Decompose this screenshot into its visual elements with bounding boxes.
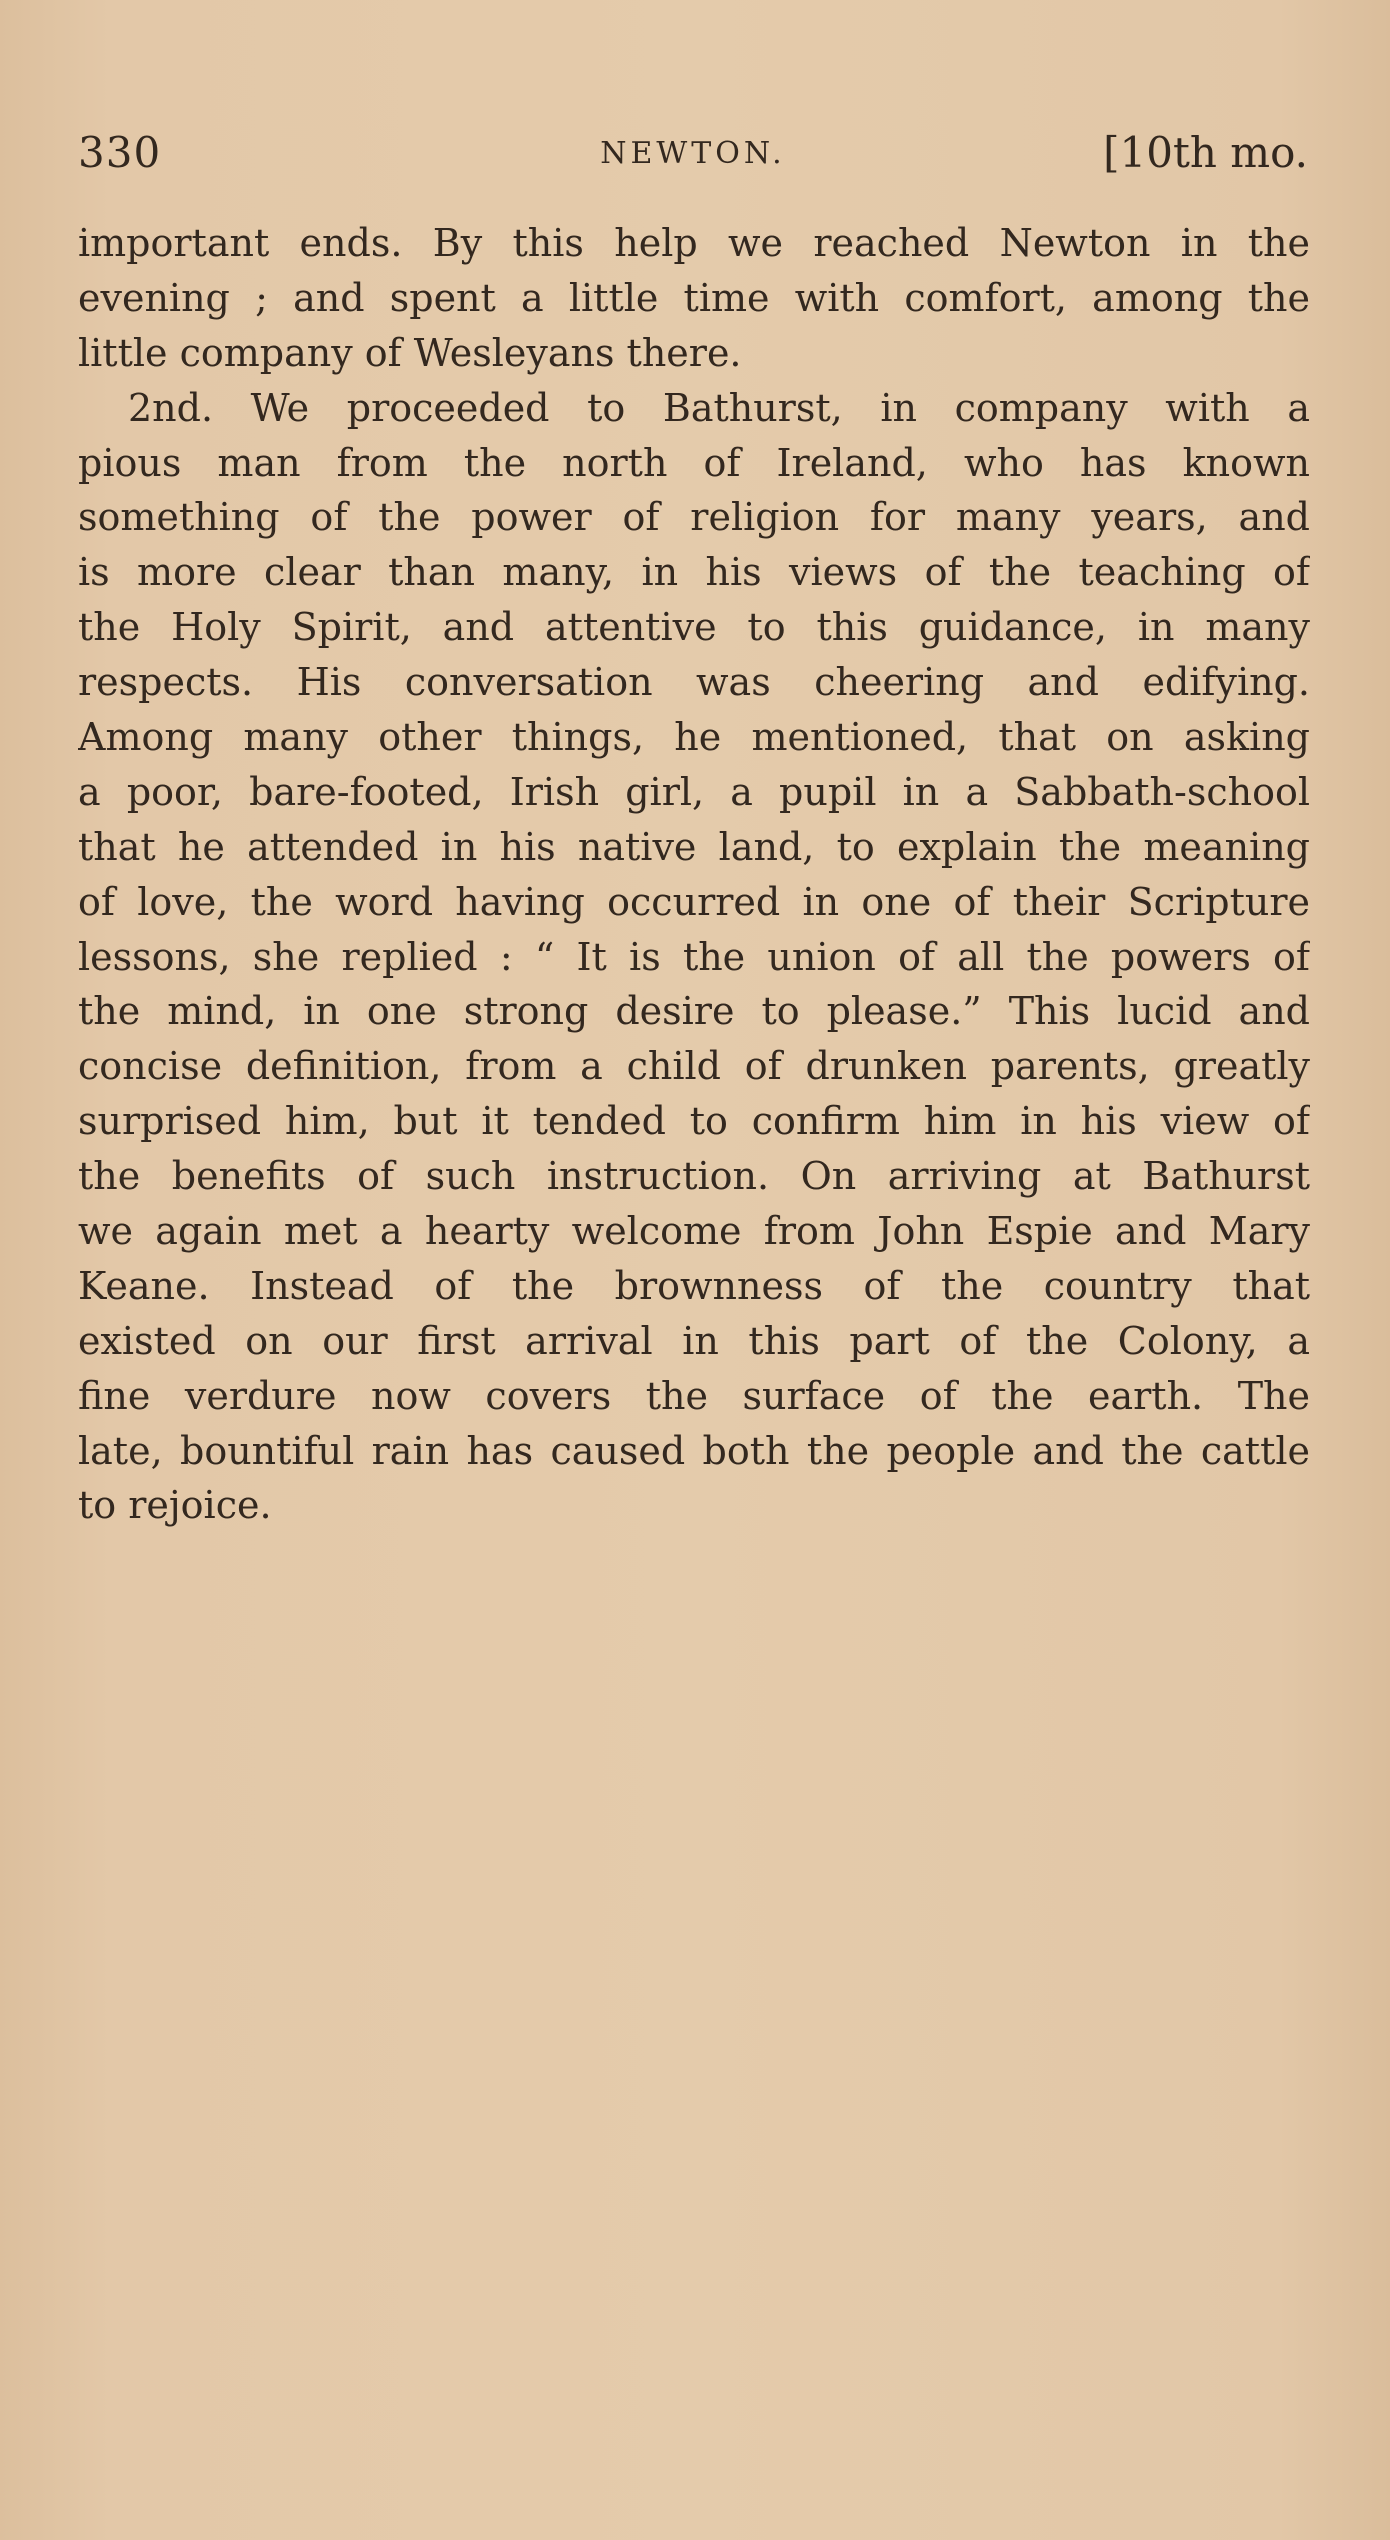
text-line: respects. His conversation was cheering and edifying. [78,660,1310,705]
text-line: to rejoice. [78,1483,272,1528]
text-line: fine verdure now covers the surface of the earth. The [78,1373,1310,1418]
page-number: 330 [78,128,162,177]
text-line: of love, the word having occurred in one of their Scripture [78,879,1310,924]
text-line: lessons, she replied : “ It is the union of all the powers of [78,934,1310,979]
text-line: is more clear than many, in his views of the teaching of [78,550,1310,595]
running-title: NEWTON. [600,136,786,171]
running-head [78,128,1308,188]
paragraph-start-line: 2nd. We proceeded to Bathurst, in company with a [128,385,1310,430]
text-line: evening ; and spent a little time with comfort, among the [78,275,1310,320]
text-line: we again met a hearty welcome from John Espie and Mary [78,1209,1310,1254]
text-line: pious man from the north of Ireland, who has known [78,440,1310,485]
text-line: Keane. Instead of the brownness of the country that [78,1263,1310,1308]
text-line: concise definition, from a child of drunken parents, greatly [78,1044,1310,1089]
text-line: existed on our first arrival in this part of the Colony, a [78,1318,1310,1363]
text-line: a poor, bare-footed, Irish girl, a pupil in a Sabbath-school [78,769,1310,814]
text-line: the benefits of such instruction. On arriving at Bathurst [78,1154,1310,1199]
text-line: something of the power of religion for many years, and [78,495,1310,540]
text-line: that he attended in his native land, to explain the meaning [78,824,1310,869]
body-text [78,216,1310,1533]
text-line: little company of Wesleyans there. [78,330,742,375]
text-line: the mind, in one strong desire to please.” This lucid and [78,989,1310,1034]
text-line: the Holy Spirit, and attentive to this guidance, in many [78,605,1310,650]
text-line: Among many other things, he mentioned, that on asking [78,715,1310,760]
text-line: surprised him, but it tended to confirm him in his view of [78,1099,1310,1144]
running-date: [10th mo. [1103,128,1308,177]
text-line: late, bountiful rain has caused both the people and the cattle [78,1428,1310,1473]
text-line: important ends. By this help we reached Newton in the [78,221,1310,265]
